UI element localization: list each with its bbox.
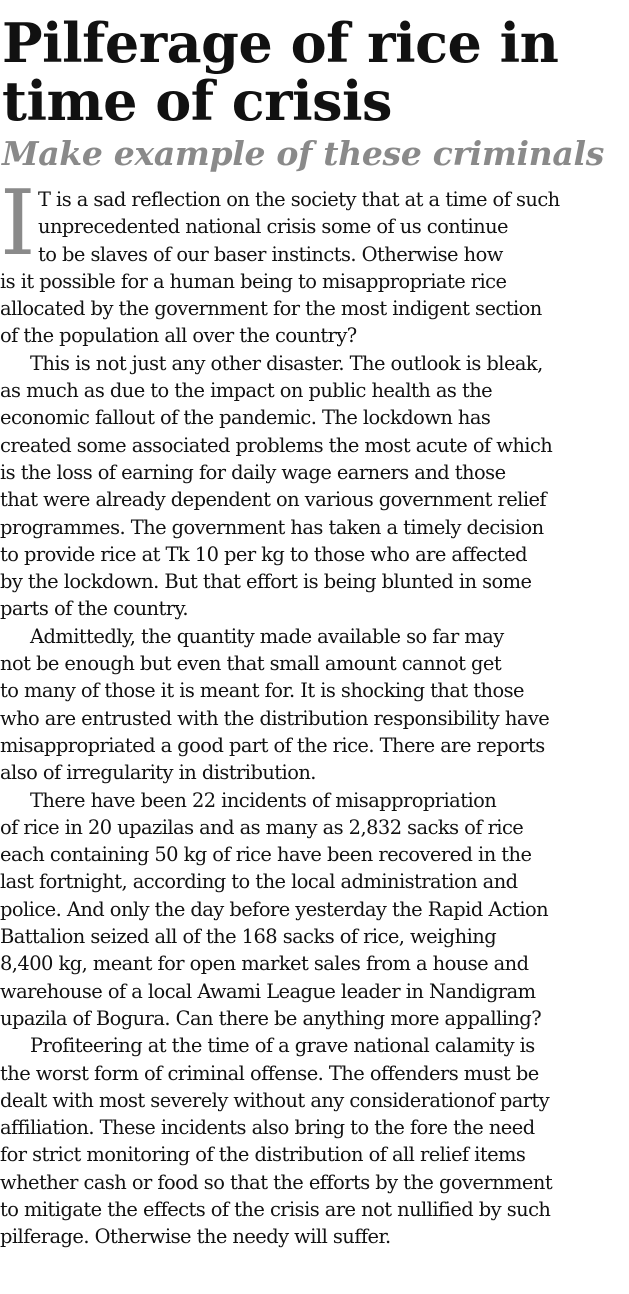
text-line: dealt with most severely without any considerationof party [0, 1088, 550, 1112]
paragraph-5 [0, 1032, 629, 1250]
text-line: is the loss of earning for daily wage earners and those [0, 460, 506, 484]
text-line: who are entrusted with the distribution responsibility have [0, 706, 550, 730]
headline-line-2: time of crisis [2, 69, 392, 133]
subheadline: Make example of these criminals [2, 134, 604, 173]
text-line: that were already dependent on various government relief [0, 488, 547, 512]
text-line: upazila of Bogura. Can there be anything more appalling? [0, 1006, 542, 1030]
paragraph-2 [0, 350, 629, 623]
text-line: Battalion seized all of the 168 sacks of rice, weighing [0, 925, 497, 949]
text-line: whether cash or food so that the efforts by the government [0, 1170, 553, 1194]
text-line: to mitigate the effects of the crisis are not nullified by such [0, 1197, 551, 1221]
text-line: to provide rice at Tk 10 per kg to those who are affected [0, 542, 528, 566]
text-line: Admittedly, the quantity made available so far may [30, 624, 504, 648]
headline-line-1: Pilferage of rice in [2, 11, 559, 75]
text-line: of rice in 20 upazilas and as many as 2,832 sacks of rice [0, 815, 524, 839]
text-line: allocated by the government for the most indigent section [0, 297, 542, 321]
text-line: There have been 22 incidents of misappropriation [30, 788, 497, 812]
paragraph-3 [0, 623, 629, 787]
headline [0, 0, 629, 133]
text-line: not be enough but even that small amount cannot get [0, 652, 502, 676]
text-line: Profiteering at the time of a grave national calamity is [30, 1034, 535, 1058]
paragraph-1 [0, 171, 629, 350]
text-line: the worst form of criminal offense. The offenders must be [0, 1061, 539, 1085]
text-line: of the population all over the country? [0, 324, 357, 348]
text-line: 8,400 kg, meant for open market sales from a house and [0, 952, 529, 976]
text-line: warehouse of a local Awami League leader in Nandigram [0, 979, 536, 1003]
text-line: pilferage. Otherwise the needy will suffer. [0, 1225, 391, 1249]
text-line: police. And only the day before yesterday the Rapid Action [0, 897, 549, 921]
text-line: T is a sad reflection on the society that at a time of such [38, 188, 560, 211]
text-line: unprecedented national crisis some of us continue [38, 215, 509, 239]
text-line: last fortnight, according to the local administration and [0, 870, 518, 894]
text-line: by the lockdown. But that effort is being blunted in some [0, 570, 532, 594]
text-line: to many of those it is meant for. It is shocking that those [0, 679, 524, 703]
text-line: each containing 50 kg of rice have been recovered in the [0, 843, 532, 867]
text-line: created some associated problems the most acute of which [0, 433, 553, 457]
text-line: affiliation. These incidents also bring to the fore the need [0, 1116, 535, 1140]
text-line: is it possible for a human being to misappropriate rice [0, 269, 507, 293]
text-line: This is not just any other disaster. The outlook is bleak, [30, 351, 543, 375]
text-line: misappropriated a good part of the rice. There are reports [0, 733, 545, 757]
text-line: for strict monitoring of the distribution of all relief items [0, 1143, 526, 1167]
article-body [0, 171, 629, 1251]
text-line: parts of the country. [0, 597, 188, 621]
drop-cap: I [0, 171, 36, 276]
text-line: also of irregularity in distribution. [0, 761, 316, 785]
text-line: programmes. The government has taken a timely decision [0, 515, 544, 539]
text-line: to be slaves of our baser instincts. Otherwise how [38, 242, 503, 266]
text-line: as much as due to the impact on public health as the [0, 379, 493, 403]
paragraph-4 [0, 787, 629, 1033]
text-line: economic fallout of the pandemic. The lockdown has [0, 406, 491, 430]
